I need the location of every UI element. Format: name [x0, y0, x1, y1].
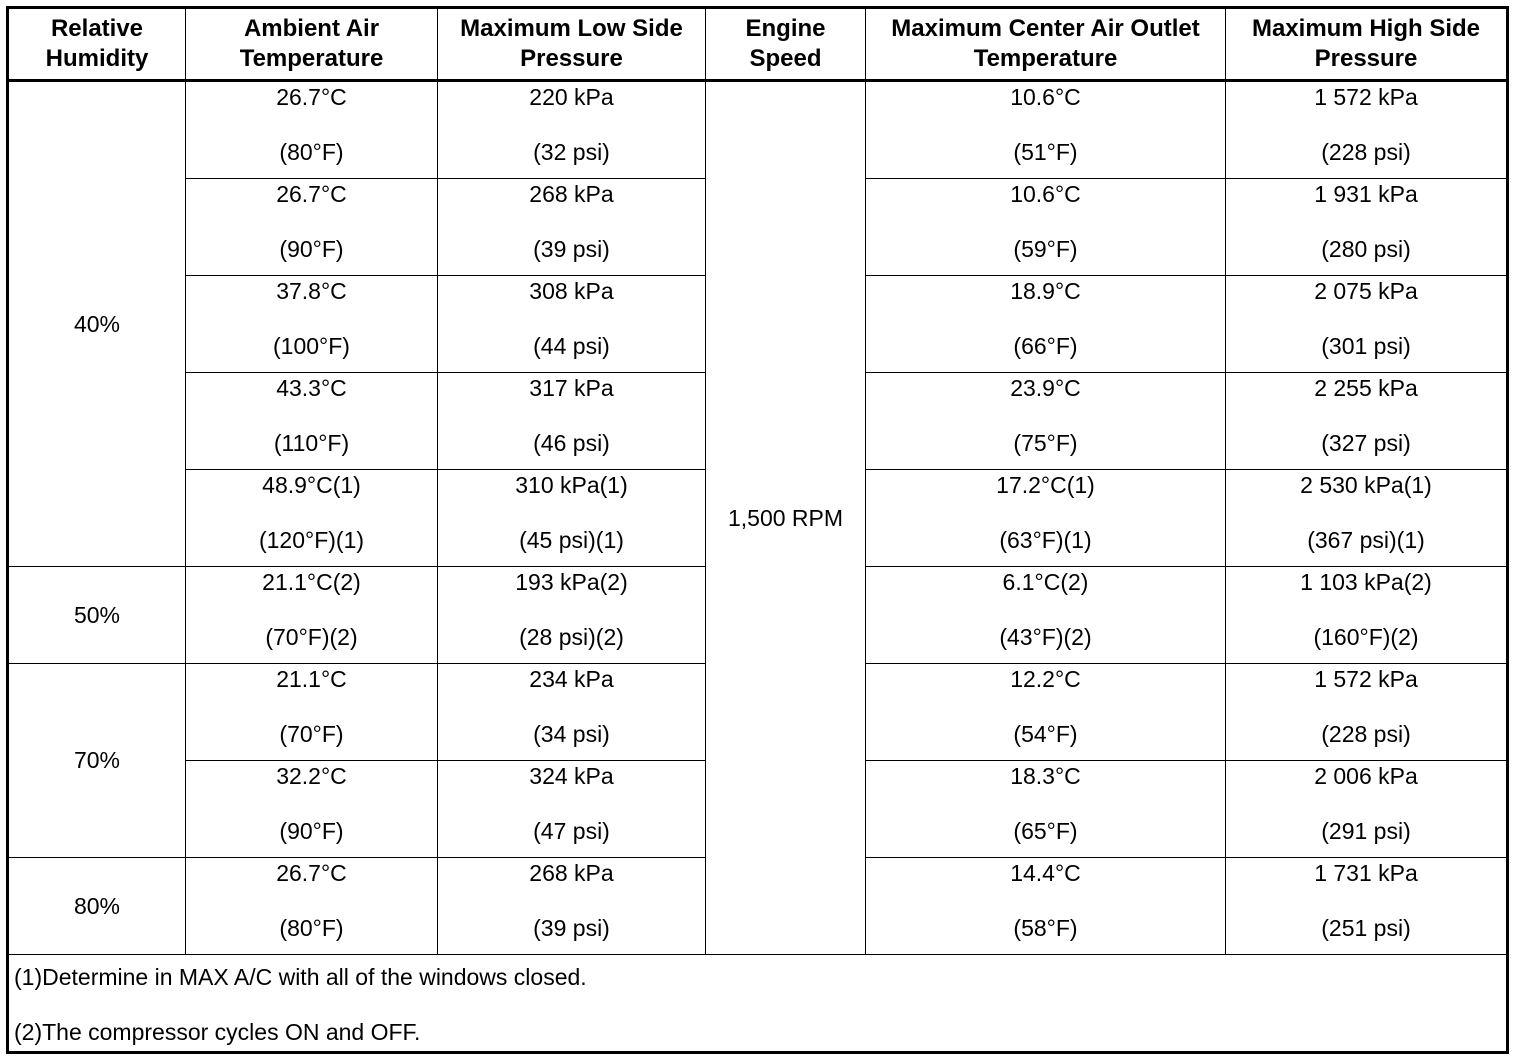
- humidity-cell: 70%: [8, 664, 186, 858]
- ambient-temp-cell: 26.7°C (90°F): [186, 179, 438, 276]
- outlet-temp-cell: 10.6°C (51°F): [866, 81, 1226, 179]
- low-side-pressure-cell: 317 kPa (46 psi): [438, 373, 706, 470]
- low-side-pressure-cell: 268 kPa (39 psi): [438, 858, 706, 955]
- humidity-cell: 50%: [8, 567, 186, 664]
- low-side-pressure-cell: 310 kPa(1) (45 psi)(1): [438, 470, 706, 567]
- outlet-temp-cell: 12.2°C (54°F): [866, 664, 1226, 761]
- footnote-2: (2)The compressor cycles ON and OFF.: [14, 1019, 421, 1045]
- outlet-temp-cell: 18.3°C (65°F): [866, 761, 1226, 858]
- table-row: [8, 81, 1508, 179]
- low-side-pressure-cell: 324 kPa (47 psi): [438, 761, 706, 858]
- outlet-temp-cell: 18.9°C (66°F): [866, 276, 1226, 373]
- header-max-high-side-pressure: Maximum High Side Pressure: [1226, 8, 1508, 81]
- ac-performance-table: [6, 6, 1509, 1054]
- footnotes: [8, 955, 1508, 1053]
- header-ambient-air-temperature: Ambient Air Temperature: [186, 8, 438, 81]
- outlet-temp-cell: 14.4°C (58°F): [866, 858, 1226, 955]
- header-engine-speed: Engine Speed: [706, 8, 866, 81]
- ambient-temp-cell: 26.7°C (80°F): [186, 81, 438, 179]
- outlet-temp-cell: 17.2°C(1) (63°F)(1): [866, 470, 1226, 567]
- low-side-pressure-cell: 234 kPa (34 psi): [438, 664, 706, 761]
- high-side-pressure-cell: 2 255 kPa (327 psi): [1226, 373, 1508, 470]
- ambient-temp-cell: 32.2°C (90°F): [186, 761, 438, 858]
- notes-row: [8, 955, 1508, 1053]
- ambient-temp-cell: 26.7°C (80°F): [186, 858, 438, 955]
- footnote-1: (1)Determine in MAX A/C with all of the windows closed.: [14, 964, 587, 990]
- low-side-pressure-cell: 268 kPa (39 psi): [438, 179, 706, 276]
- low-side-pressure-cell: 220 kPa (32 psi): [438, 81, 706, 179]
- ambient-temp-cell: 21.1°C (70°F): [186, 664, 438, 761]
- outlet-temp-cell: 6.1°C(2) (43°F)(2): [866, 567, 1226, 664]
- ambient-temp-cell: 21.1°C(2) (70°F)(2): [186, 567, 438, 664]
- ambient-temp-cell: 37.8°C (100°F): [186, 276, 438, 373]
- ambient-temp-cell: 43.3°C (110°F): [186, 373, 438, 470]
- header-relative-humidity: Relative Humidity: [8, 8, 186, 81]
- high-side-pressure-cell: 1 572 kPa (228 psi): [1226, 664, 1508, 761]
- humidity-cell: 40%: [8, 81, 186, 567]
- header-max-low-side-pressure: Maximum Low Side Pressure: [438, 8, 706, 81]
- high-side-pressure-cell: 2 075 kPa (301 psi): [1226, 276, 1508, 373]
- humidity-cell: 80%: [8, 858, 186, 955]
- high-side-pressure-cell: 1 731 kPa (251 psi): [1226, 858, 1508, 955]
- outlet-temp-cell: 23.9°C (75°F): [866, 373, 1226, 470]
- high-side-pressure-cell: 2 006 kPa (291 psi): [1226, 761, 1508, 858]
- high-side-pressure-cell: 1 572 kPa (228 psi): [1226, 81, 1508, 179]
- header-row: [8, 8, 1508, 81]
- outlet-temp-cell: 10.6°C (59°F): [866, 179, 1226, 276]
- low-side-pressure-cell: 193 kPa(2) (28 psi)(2): [438, 567, 706, 664]
- low-side-pressure-cell: 308 kPa (44 psi): [438, 276, 706, 373]
- high-side-pressure-cell: 1 931 kPa (280 psi): [1226, 179, 1508, 276]
- ambient-temp-cell: 48.9°C(1) (120°F)(1): [186, 470, 438, 567]
- engine-speed-cell: 1,500 RPM: [706, 81, 866, 955]
- header-max-center-air-outlet-temperature: Maximum Center Air Outlet Temperature: [866, 8, 1226, 81]
- high-side-pressure-cell: 2 530 kPa(1) (367 psi)(1): [1226, 470, 1508, 567]
- high-side-pressure-cell: 1 103 kPa(2) (160°F)(2): [1226, 567, 1508, 664]
